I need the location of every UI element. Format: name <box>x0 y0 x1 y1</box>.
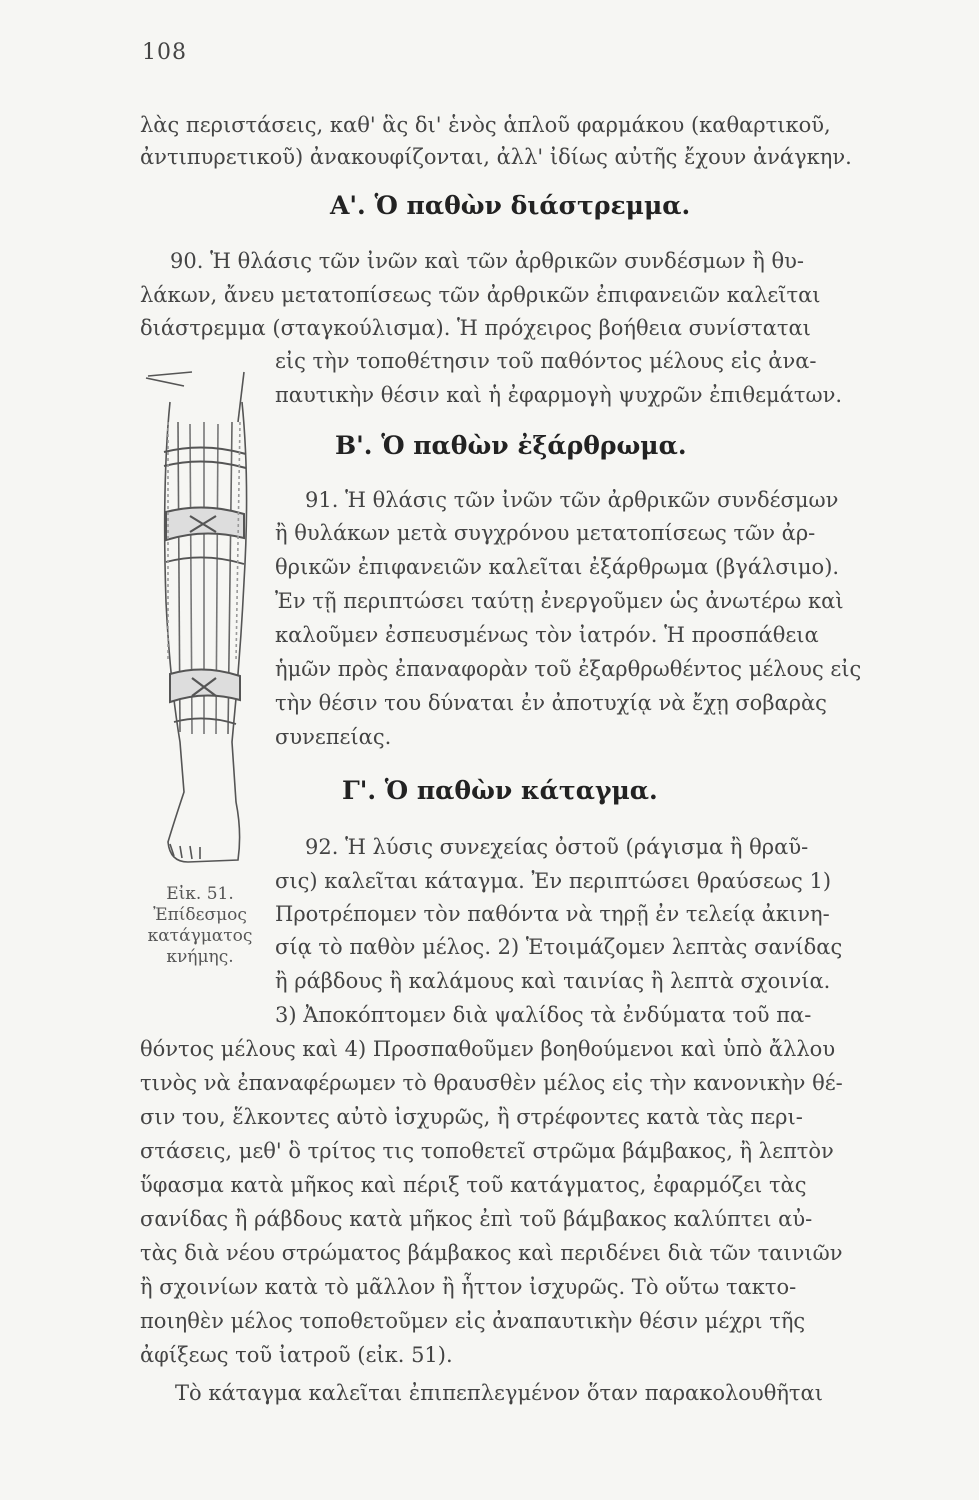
paragraph-92-line: 3) Ἀποκόπτομεν διὰ ψαλίδος τὰ ἐνδύματα τοῦ πα- <box>275 1003 812 1027</box>
paragraph-92-line: τὰς διὰ νέου στρώματος βάμβακος καὶ περιδένει διὰ τῶν ταινιῶν <box>140 1241 843 1265</box>
paragraph-90-line: παυτικὴν θέσιν καὶ ἡ ἐφαρμογὴ ψυχρῶν ἐπιθεμάτων. <box>275 383 843 407</box>
text-line: λὰς περιστάσεις, καθ' ἃς δι' ἑνὸς ἁπλοῦ φαρμάκου (καθαρτικοῦ, <box>140 113 831 137</box>
section-heading-c: Γ'. Ὁ παθὼν κάταγμα. <box>342 776 658 805</box>
paragraph-91-line: ἢ θυλάκων μετὰ συγχρόνου μετατοπίσεως τῶν ἀρ- <box>275 521 816 545</box>
paragraph-92-line: τινὸς νὰ ἐπαναφέρωμεν τὸ θραυσθὲν μέλος εἰς τὴν κανονικὴν θέ- <box>140 1071 843 1095</box>
paragraph-91-line: ἡμῶν πρὸς ἐπαναφορὰν τοῦ ἐξαρθρωθέντος μέλους εἰς <box>275 657 862 681</box>
section-heading-a: Α'. Ὁ παθὼν διάστρεμμα. <box>330 191 691 220</box>
paragraph-92-line: σανίδας ἢ ράβδους κατὰ μῆκος ἐπὶ τοῦ βάμβακος καλύπτει αὐ- <box>140 1207 813 1231</box>
text-line: ἀντιπυρετικοῦ) ἀνακουφίζονται, ἀλλ' ἰδίως αὐτῆς ἔχουν ἀνάγκην. <box>140 145 852 169</box>
paragraph-92-line: ὕφασμα κατὰ μῆκος καὶ πέριξ τοῦ κατάγματος, ἐφαρμόζει τὰς <box>140 1173 807 1197</box>
paragraph-92-line: 92. Ἡ λύσις συνεχείας ὀστοῦ (ράγισμα ἢ θραῦ- <box>305 835 809 859</box>
paragraph-90-line: λάκων, ἄνευ μετατοπίσεως τῶν ἀρθρικῶν ἐπιφανειῶν καλεῖται <box>140 283 821 307</box>
paragraph-91-line: 91. Ἡ θλάσις τῶν ἰνῶν τῶν ἀρθρικῶν συνδέσμων <box>305 488 839 512</box>
paragraph-91-line: θρικῶν ἐπιφανειῶν καλεῖται ἐξάρθρωμα (βγάλσιμο). <box>275 555 840 579</box>
paragraph-90-line: 90. Ἡ θλάσις τῶν ἰνῶν καὶ τῶν ἀρθρικῶν συνδέσμων ἢ θυ- <box>170 249 805 273</box>
leg-splint-illustration <box>140 362 266 880</box>
paragraph-92-line: ποιηθὲν μέλος τοποθετοῦμεν εἰς ἀναπαυτικὴν θέσιν μέχρι τῆς <box>140 1309 806 1333</box>
caption-line: κνήμης. <box>166 947 234 967</box>
caption-line: Ἐπίδεσμος <box>153 905 247 925</box>
paragraph-92-line: Τὸ κάταγμα καλεῖται ἐπιπεπλεγμένον ὅταν παρακολουθῆται <box>175 1381 823 1405</box>
paragraph-90-line: εἰς τὴν τοποθέτησιν τοῦ παθόντος μέλους εἰς ἀνα- <box>275 349 817 373</box>
figure-caption <box>132 884 268 968</box>
paragraph-91-line: τὴν θέσιν του δύναται ἐν ἀποτυχίᾳ νὰ ἔχῃ σοβαρὰς <box>275 691 827 715</box>
paragraph-92-line: ἢ ράβδους ἢ καλάμους καὶ ταινίας ἢ λεπτὰ σχοινία. <box>275 969 831 993</box>
page-number: 108 <box>142 40 187 65</box>
paragraph-92-line: ἢ σχοινίων κατὰ τὸ μᾶλλον ἢ ἧττον ἰσχυρῶς. Τὸ οὕτω τακτο- <box>140 1275 797 1299</box>
section-heading-b: Β'. Ὁ παθὼν ἐξάρθρωμα. <box>335 431 687 460</box>
paragraph-92-line: θόντος μέλους καὶ 4) Προσπαθοῦμεν βοηθούμενοι καὶ ὑπὸ ἄλλου <box>140 1037 836 1061</box>
paragraph-92-line: σις) καλεῖται κάταγμα. Ἐν περιπτώσει θραύσεως 1) <box>275 869 832 893</box>
paragraph-92-line: ἀφίξεως τοῦ ἰατροῦ (εἰκ. 51). <box>140 1343 453 1367</box>
caption-line: κατάγματος <box>147 926 253 946</box>
paragraph-91-line: καλοῦμεν ἐσπευσμένως τὸν ἰατρόν. Ἡ προσπάθεια <box>275 623 819 647</box>
paragraph-91-line: Ἐν τῇ περιπτώσει ταύτῃ ἐνεργοῦμεν ὡς ἀνωτέρω καὶ <box>275 589 844 613</box>
paragraph-92-line: σίᾳ τὸ παθὸν μέλος. 2) Ἑτοιμάζομεν λεπτὰς σανίδας <box>275 935 843 959</box>
paragraph-91-line: συνεπείας. <box>275 725 392 749</box>
paragraph-90-line: διάστρεμμα (σταγκούλισμα). Ἡ πρόχειρος βοήθεια συνίσταται <box>140 316 811 340</box>
paragraph-92-line: στάσεις, μεθ' ὃ τρίτος τις τοποθετεῖ στρῶμα βάμβακος, ἢ λεπτὸν <box>140 1139 834 1163</box>
paragraph-92-line: Προτρέπομεν τὸν παθόντα νὰ τηρῇ ἐν τελείᾳ ἀκινη- <box>275 902 830 926</box>
caption-line: Εἰκ. 51. <box>166 884 234 904</box>
paragraph-92-line: σιν του, ἕλκοντες αὐτὸ ἰσχυρῶς, ἢ στρέφοντες κατὰ τὰς περι- <box>140 1105 803 1129</box>
